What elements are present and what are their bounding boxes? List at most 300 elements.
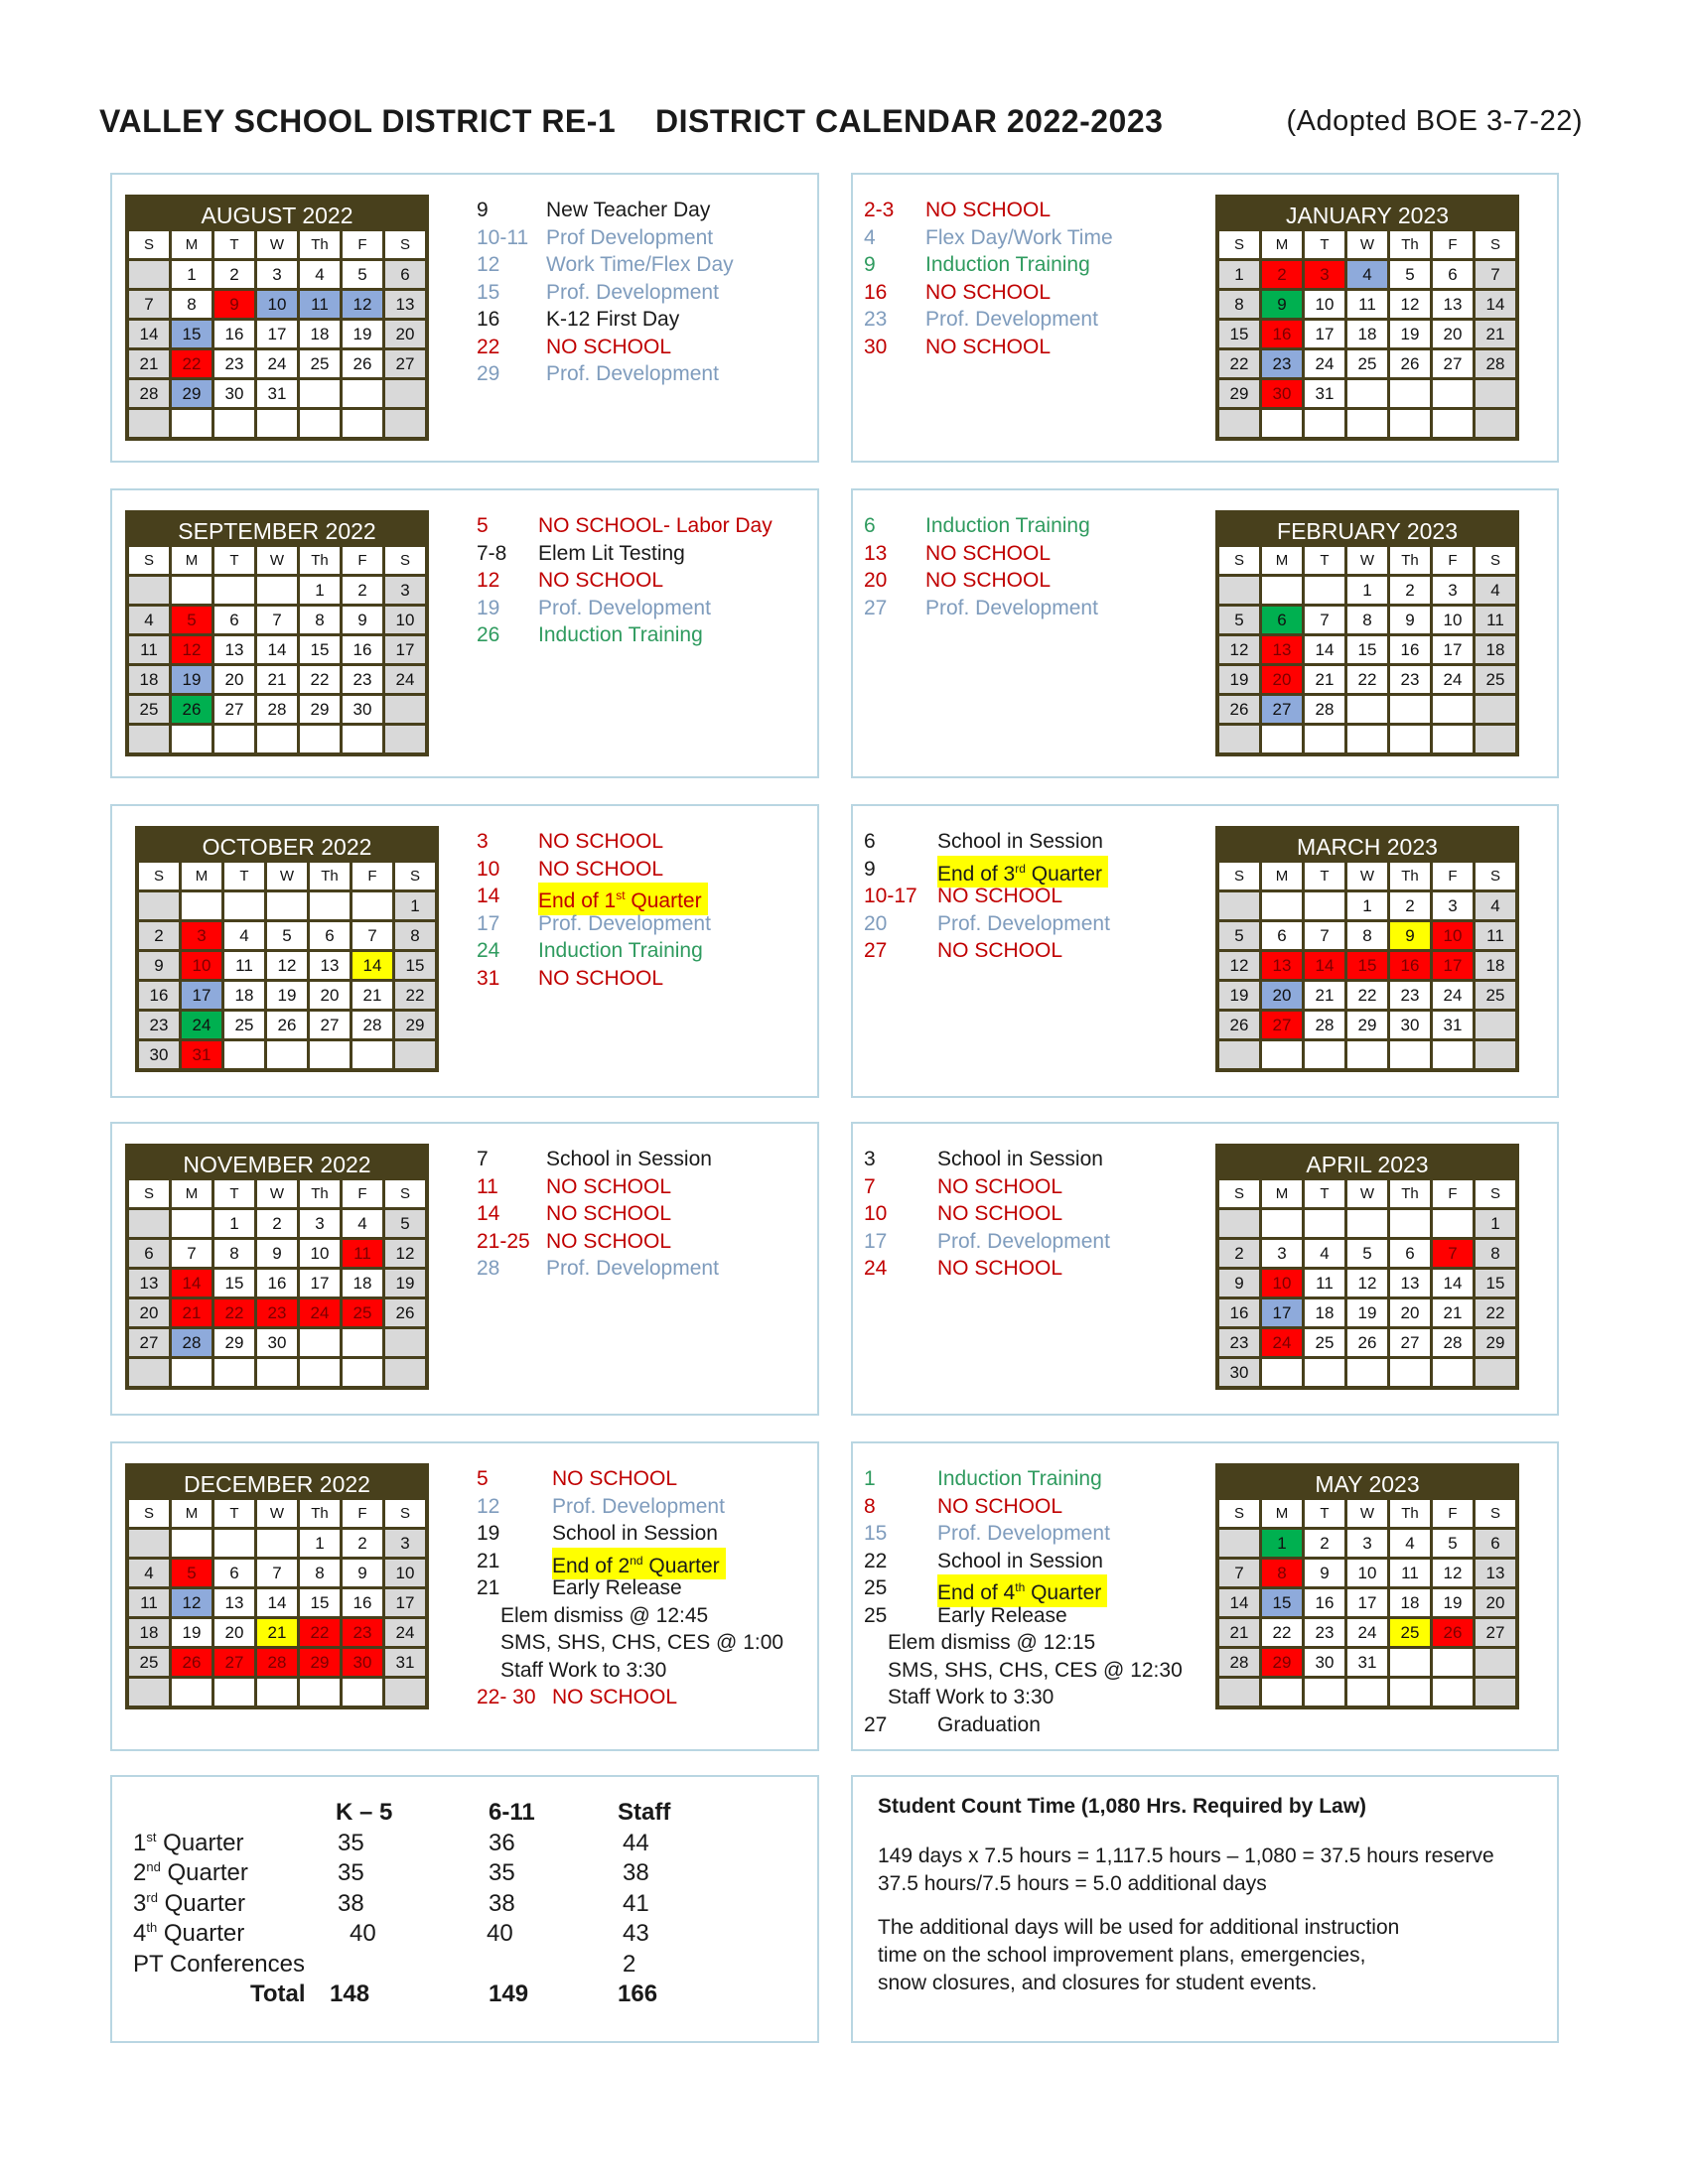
day-cell: 25: [129, 1649, 169, 1676]
day-cell: 16: [139, 982, 179, 1009]
day-cell: 8: [1347, 922, 1387, 949]
day-cell: 4: [224, 922, 264, 949]
day-cell: 21: [1305, 666, 1344, 693]
event-text: [937, 1520, 1110, 1548]
row-label-text: 3: [133, 1889, 147, 1917]
weekday-header: S: [1219, 231, 1259, 258]
weekday-header: S: [1476, 863, 1515, 889]
event-label: SMS, SHS, CHS, CES @ 12:30: [888, 1658, 1183, 1682]
day-cell: [1476, 726, 1515, 752]
event-label: NO SCHOOL: [925, 569, 1052, 592]
day-cell: 28: [1305, 696, 1344, 723]
calendar-grid: [1219, 863, 1515, 1068]
day-cell: [343, 1359, 382, 1386]
event-text: [925, 334, 1051, 361]
event-text: [925, 595, 1098, 622]
day-cell: 30: [1262, 380, 1302, 407]
student-count-title: Student Count Time (1,080 Hrs. Required by Law): [878, 1795, 1367, 1818]
day-cell: 3: [300, 1210, 340, 1237]
event-date: 2-3: [864, 199, 895, 221]
event-date: 5: [477, 514, 489, 537]
day-cell: 9: [257, 1240, 297, 1267]
day-cell: 27: [385, 350, 425, 377]
day-cell: [129, 726, 169, 752]
event-label: NO SCHOOL: [552, 1686, 678, 1708]
event-text: [546, 1255, 719, 1283]
event-label: Prof. Development: [546, 1257, 719, 1280]
event-label: Early Release: [937, 1603, 1067, 1627]
day-cell: 1: [1347, 577, 1387, 604]
event-date: 12: [477, 253, 500, 276]
day-cell: 2: [1390, 577, 1430, 604]
event-text: [937, 1200, 1062, 1228]
event-date: 4: [864, 225, 876, 249]
event-date: 31: [477, 966, 500, 990]
day-cell: [1433, 1210, 1473, 1237]
event-text: [937, 1146, 1103, 1173]
weekday-header: Th: [300, 1500, 340, 1527]
day-cell: 5: [1433, 1530, 1473, 1557]
day-cell: 13: [1433, 291, 1473, 318]
day-cell: 18: [1390, 1589, 1430, 1616]
day-cell: 2: [1219, 1240, 1259, 1267]
event-text: [538, 856, 663, 884]
event-date: 10-11: [477, 225, 529, 249]
day-cell: 23: [1219, 1329, 1259, 1356]
ordinal-suffix: rd: [1015, 861, 1026, 876]
day-cell: [1390, 1041, 1430, 1068]
day-cell: 8: [300, 607, 340, 633]
event-label: NO SCHOOL: [937, 939, 1063, 962]
day-cell: [1262, 726, 1302, 752]
event-date: 22: [477, 335, 500, 358]
event-label: Prof. Development: [546, 280, 719, 304]
day-cell: [129, 577, 169, 604]
day-cell: 7: [257, 607, 297, 633]
event-label: NO SCHOOL: [538, 857, 664, 881]
day-cell: [1305, 892, 1344, 919]
day-cell: 8: [1476, 1240, 1515, 1267]
day-cell: 21: [1305, 982, 1344, 1009]
day-cell: 7: [352, 922, 392, 949]
day-cell: 25: [129, 696, 169, 723]
day-cell: 29: [300, 696, 340, 723]
event-text: [546, 1228, 671, 1256]
day-cell: 12: [343, 291, 382, 318]
day-cell: 22: [395, 982, 435, 1009]
event-text: [546, 197, 710, 224]
event-label: NO SCHOOL: [925, 335, 1052, 358]
day-cell: 14: [172, 1270, 211, 1297]
weekday-header: T: [224, 863, 264, 889]
event-date: 22- 30: [477, 1686, 536, 1708]
day-cell: 3: [182, 922, 221, 949]
weekday-header: M: [1262, 231, 1302, 258]
event-label: Induction Training: [538, 623, 703, 646]
day-cell: [385, 726, 425, 752]
weekday-header: S: [129, 1500, 169, 1527]
row-label: [133, 1859, 248, 1887]
sep-calendar: [125, 510, 429, 756]
ordinal-suffix: nd: [146, 1859, 161, 1874]
event-text: [546, 1146, 712, 1173]
day-cell: 4: [1347, 261, 1387, 288]
day-cell: 30: [343, 696, 382, 723]
day-cell: [300, 1329, 340, 1356]
staff-value: 2: [623, 1950, 636, 1978]
day-cell: [129, 1210, 169, 1237]
day-cell: [1305, 1679, 1344, 1706]
event-date: 25: [864, 1576, 888, 1599]
event-label: NO SCHOOL: [925, 280, 1052, 304]
day-cell: 28: [1305, 1012, 1344, 1038]
event-date: 9: [864, 857, 876, 881]
day-cell: 29: [1262, 1649, 1302, 1676]
day-cell: 23: [1305, 1619, 1344, 1646]
row-label-rest: Quarter: [157, 1889, 245, 1917]
row-label: [133, 1920, 244, 1948]
day-cell: 17: [182, 982, 221, 1009]
day-cell: 8: [1262, 1560, 1302, 1586]
event-label: NO SCHOOL: [546, 335, 672, 358]
day-cell: 16: [1262, 321, 1302, 347]
day-cell: 24: [385, 666, 425, 693]
day-cell: [343, 1679, 382, 1706]
calendar-grid: [1219, 231, 1515, 437]
weekday-header: M: [172, 547, 211, 574]
staff-value: 44: [623, 1829, 649, 1856]
weekday-header: S: [1476, 1500, 1515, 1527]
event-label: Early Release: [552, 1576, 682, 1599]
day-cell: [214, 1359, 254, 1386]
event-label: School in Session: [552, 1522, 718, 1545]
mar-calendar: [1215, 826, 1519, 1072]
day-cell: 16: [1305, 1589, 1344, 1616]
student-count-line2: 37.5 hours/7.5 hours = 5.0 additional days: [878, 1872, 1267, 1895]
day-cell: 10: [385, 607, 425, 633]
day-cell: 22: [172, 350, 211, 377]
event-text: [937, 1255, 1062, 1283]
day-cell: 18: [1305, 1299, 1344, 1326]
event-label: School in Session: [937, 830, 1103, 853]
day-cell: [310, 1041, 350, 1068]
event-date: 22: [864, 1549, 888, 1572]
month-title: OCTOBER 2022: [202, 834, 372, 860]
weekday-header: S: [129, 231, 169, 258]
col-6-11-header: 6-11: [489, 1799, 535, 1826]
weekday-header: T: [214, 547, 254, 574]
day-cell: 12: [1219, 636, 1259, 663]
event-label: New Teacher Day: [546, 199, 711, 221]
student-count-para1: The additional days will be used for additional instruction: [878, 1916, 1400, 1939]
day-cell: 4: [1305, 1240, 1344, 1267]
day-cell: 20: [214, 1619, 254, 1646]
day-cell: [343, 380, 382, 407]
event-text: [925, 279, 1051, 307]
event-date: 11: [477, 1174, 498, 1198]
event-text: [937, 1548, 1103, 1575]
day-cell: 29: [395, 1012, 435, 1038]
day-cell: 6: [310, 922, 350, 949]
weekday-header: M: [182, 863, 221, 889]
g6_11-value: 35: [489, 1859, 515, 1886]
day-cell: 1: [1347, 892, 1387, 919]
day-cell: 26: [172, 696, 211, 723]
day-cell: 31: [385, 1649, 425, 1676]
day-cell: 21: [1433, 1299, 1473, 1326]
day-cell: [1219, 410, 1259, 437]
day-cell: [1390, 696, 1430, 723]
day-cell: 23: [257, 1299, 297, 1326]
day-cell: 11: [1476, 922, 1515, 949]
day-cell: 22: [1347, 666, 1387, 693]
day-cell: [214, 577, 254, 604]
day-cell: [1390, 410, 1430, 437]
day-cell: 9: [343, 607, 382, 633]
event-text: [937, 828, 1103, 856]
event-date: 7-8: [477, 541, 507, 565]
staff-value: 41: [623, 1889, 649, 1917]
day-cell: 14: [129, 321, 169, 347]
day-cell: 8: [1347, 607, 1387, 633]
total-6-11: 149: [489, 1980, 529, 2007]
event-label: NO SCHOOL: [552, 1467, 678, 1490]
day-cell: 9: [1219, 1270, 1259, 1297]
day-cell: 12: [1219, 952, 1259, 979]
month-title: JANUARY 2023: [1285, 203, 1450, 228]
day-cell: 10: [1305, 291, 1344, 318]
day-cell: 21: [129, 350, 169, 377]
day-cell: 22: [300, 666, 340, 693]
calendar-grid: [129, 1500, 425, 1706]
event-date: 21-25: [477, 1229, 530, 1253]
day-cell: 4: [1390, 1530, 1430, 1557]
total-label: Total: [250, 1980, 306, 2007]
event-date: 12: [477, 1494, 500, 1518]
weekday-header: M: [1262, 863, 1302, 889]
weekday-header: T: [1305, 1180, 1344, 1207]
event-label-rest: Quarter: [1025, 1581, 1102, 1604]
weekday-header: Th: [1390, 863, 1430, 889]
day-cell: 12: [172, 1589, 211, 1616]
day-cell: 27: [1433, 350, 1473, 377]
day-cell: [1219, 1530, 1259, 1557]
event-date: 10-17: [864, 885, 917, 907]
event-text: [552, 1520, 718, 1548]
row-label-text: PT Conferences: [133, 1950, 305, 1978]
day-cell: 4: [300, 261, 340, 288]
event-text: [538, 512, 773, 540]
day-cell: 5: [267, 922, 307, 949]
day-cell: [1476, 1649, 1515, 1676]
day-cell: 13: [1262, 952, 1302, 979]
event-label: School in Session: [937, 1148, 1103, 1170]
day-cell: 29: [214, 1329, 254, 1356]
day-cell: 7: [1305, 922, 1344, 949]
event-text: [937, 1602, 1067, 1630]
event-text: [546, 224, 713, 252]
weekday-header: F: [343, 1500, 382, 1527]
event-text: [546, 251, 734, 279]
event-label: End of 1: [538, 889, 617, 912]
day-cell: 15: [1262, 1589, 1302, 1616]
day-cell: [1219, 1679, 1259, 1706]
apr-calendar: [1215, 1144, 1519, 1390]
day-cell: 8: [172, 291, 211, 318]
weekday-header: S: [1476, 547, 1515, 574]
event-date: 9: [864, 253, 876, 276]
event-text: [500, 1602, 708, 1630]
row-label: [133, 1951, 305, 1979]
event-text: [925, 540, 1051, 568]
day-cell: 19: [1433, 1589, 1473, 1616]
day-cell: 22: [214, 1299, 254, 1326]
day-cell: 17: [257, 321, 297, 347]
day-cell: 10: [182, 952, 221, 979]
day-cell: 27: [1262, 1012, 1302, 1038]
event-label: NO SCHOOL: [546, 1174, 672, 1198]
ordinal-suffix: st: [616, 888, 626, 902]
day-cell: [172, 726, 211, 752]
day-cell: 6: [214, 607, 254, 633]
day-cell: 20: [214, 666, 254, 693]
day-cell: 1: [1262, 1530, 1302, 1557]
event-text: [937, 937, 1062, 965]
day-cell: 11: [343, 1240, 382, 1267]
col-k5-header: K – 5: [336, 1799, 393, 1826]
day-cell: [1433, 726, 1473, 752]
day-cell: 26: [1219, 696, 1259, 723]
day-cell: 27: [310, 1012, 350, 1038]
day-cell: 25: [1390, 1619, 1430, 1646]
day-cell: 27: [214, 1649, 254, 1676]
day-cell: [395, 1041, 435, 1068]
day-cell: [343, 410, 382, 437]
day-cell: 5: [1347, 1240, 1387, 1267]
event-date: 15: [864, 1522, 888, 1545]
day-cell: 7: [1476, 261, 1515, 288]
event-date: 17: [864, 1229, 888, 1253]
weekday-header: Th: [1390, 1180, 1430, 1207]
total-staff: 166: [618, 1980, 658, 2007]
event-date: 7: [477, 1148, 489, 1170]
event-label: SMS, SHS, CHS, CES @ 1:00: [500, 1631, 784, 1654]
day-cell: [385, 1679, 425, 1706]
day-cell: 10: [257, 291, 297, 318]
day-cell: [129, 261, 169, 288]
row-label-text: 2: [133, 1859, 147, 1886]
event-date: 17: [477, 911, 500, 935]
event-label: NO SCHOOL: [538, 569, 664, 592]
day-cell: [1219, 577, 1259, 604]
day-cell: 10: [1433, 607, 1473, 633]
nov-calendar: [125, 1144, 429, 1390]
day-cell: 15: [1476, 1270, 1515, 1297]
day-cell: 3: [385, 1530, 425, 1557]
event-label: NO SCHOOL: [937, 1174, 1063, 1198]
day-cell: 2: [1390, 892, 1430, 919]
day-cell: 12: [172, 636, 211, 663]
day-cell: 3: [1347, 1530, 1387, 1557]
day-cell: 13: [129, 1270, 169, 1297]
day-cell: 16: [343, 636, 382, 663]
event-text: [552, 1493, 725, 1521]
day-cell: 19: [1219, 666, 1259, 693]
event-label: Prof. Development: [937, 1229, 1110, 1253]
event-date: 29: [477, 362, 500, 385]
day-cell: [1390, 1679, 1430, 1706]
day-cell: 22: [1219, 350, 1259, 377]
weekday-header: F: [343, 1180, 382, 1207]
day-cell: 13: [214, 1589, 254, 1616]
day-cell: [1305, 1359, 1344, 1386]
calendar-grid: [129, 1180, 425, 1386]
event-label: School in Session: [937, 1549, 1103, 1572]
day-cell: 10: [1262, 1270, 1302, 1297]
day-cell: 1: [214, 1210, 254, 1237]
event-date: 1: [864, 1467, 876, 1490]
month-title: APRIL 2023: [1306, 1152, 1429, 1177]
col-staff-header: Staff: [618, 1799, 671, 1826]
day-cell: 6: [1262, 922, 1302, 949]
day-cell: 13: [310, 952, 350, 979]
day-cell: 29: [1219, 380, 1259, 407]
day-cell: 16: [214, 321, 254, 347]
day-cell: 21: [257, 1619, 297, 1646]
event-date: 27: [864, 596, 888, 619]
day-cell: 2: [214, 261, 254, 288]
day-cell: 28: [257, 1649, 297, 1676]
event-label: Staff Work to 3:30: [888, 1686, 1055, 1708]
event-text: [888, 1684, 1054, 1711]
day-cell: 22: [1476, 1299, 1515, 1326]
day-cell: [257, 1359, 297, 1386]
event-text: [538, 910, 711, 938]
day-cell: 25: [1305, 1329, 1344, 1356]
event-date: 14: [477, 1202, 500, 1225]
day-cell: [1347, 380, 1387, 407]
student-count-line1: 149 days x 7.5 hours = 1,117.5 hours – 1,080 = 37.5 hours reserve: [878, 1844, 1494, 1867]
student-count-para2: time on the school improvement plans, emergencies,: [878, 1944, 1366, 1967]
day-cell: 20: [310, 982, 350, 1009]
day-cell: 9: [1305, 1560, 1344, 1586]
day-cell: 19: [1347, 1299, 1387, 1326]
event-label: NO SCHOOL: [937, 885, 1063, 907]
day-cell: 8: [300, 1560, 340, 1586]
day-cell: 31: [257, 380, 297, 407]
day-cell: [139, 892, 179, 919]
day-cell: 18: [1476, 952, 1515, 979]
day-cell: 10: [385, 1560, 425, 1586]
day-cell: 1: [1476, 1210, 1515, 1237]
day-cell: [172, 1530, 211, 1557]
day-cell: 4: [1476, 892, 1515, 919]
ordinal-suffix: nd: [630, 1553, 643, 1568]
day-cell: 8: [214, 1240, 254, 1267]
day-cell: [257, 577, 297, 604]
event-label: Elem Lit Testing: [538, 541, 685, 565]
weekday-header: T: [214, 1180, 254, 1207]
row-label: [133, 1890, 245, 1918]
ordinal-suffix: st: [146, 1829, 157, 1844]
day-cell: 1: [395, 892, 435, 919]
event-text: [546, 306, 679, 334]
month-title: SEPTEMBER 2022: [178, 518, 376, 544]
day-cell: 6: [129, 1240, 169, 1267]
ordinal-suffix: th: [146, 1920, 158, 1935]
weekday-header: F: [1433, 1180, 1473, 1207]
day-cell: 12: [1390, 291, 1430, 318]
